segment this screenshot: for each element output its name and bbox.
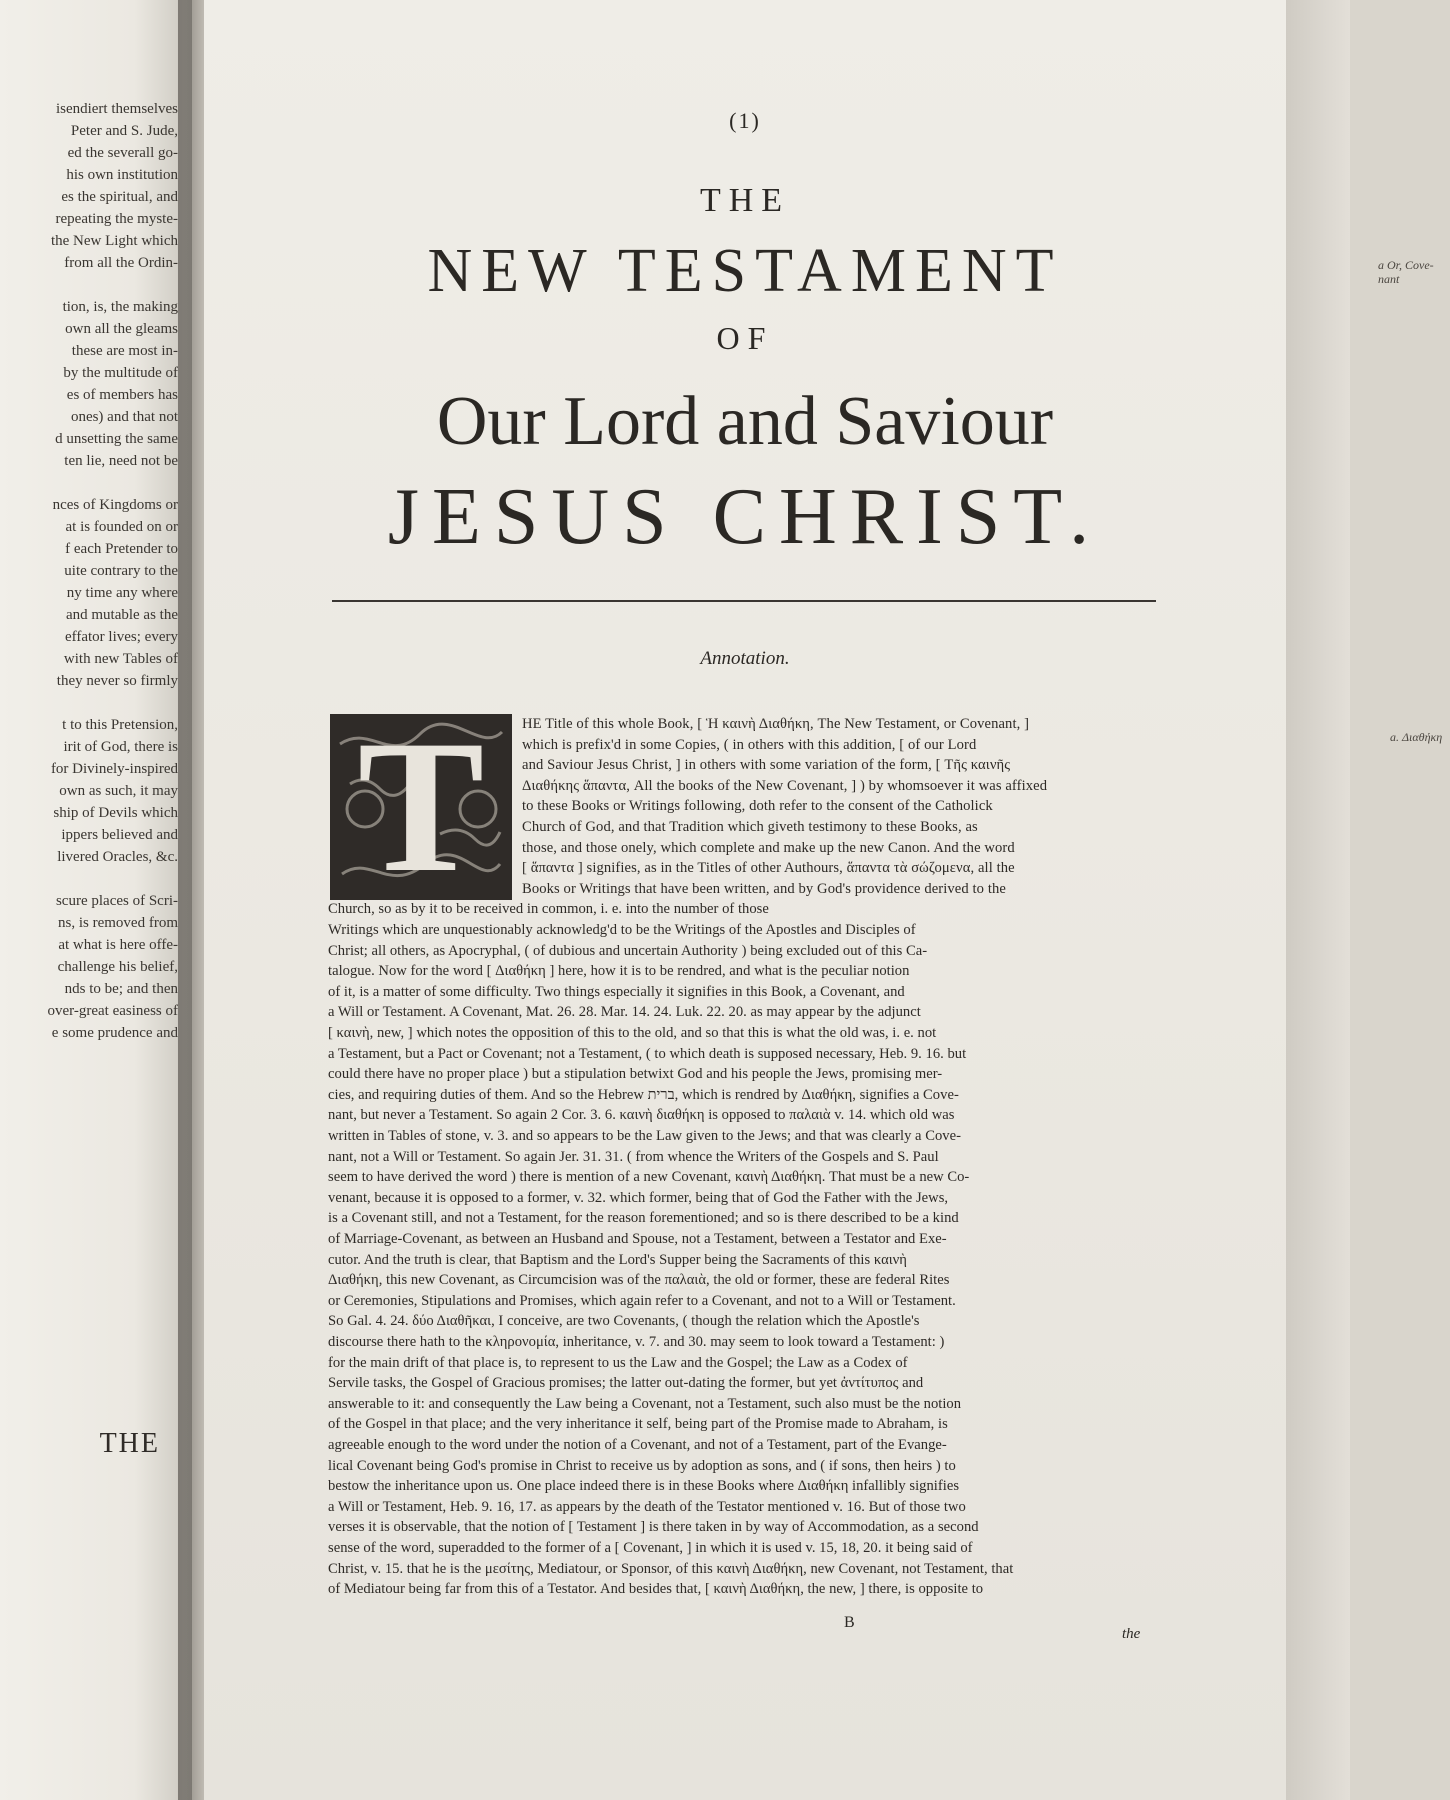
body-line: a Testament, but a Pact or Covenant; not a Testament, ( to which death is supposed necessary, Heb. 9. 16. but (328, 1045, 967, 1062)
body-line: could there have no proper place ) but a stipulation betwixt God and his people the Jews, promising mer- (328, 1066, 943, 1083)
body-line: for the main drift of that place is, to represent to us the Law and the Gospel; the Law as a Codex of (328, 1354, 908, 1371)
body-line: So Gal. 4. 24. δύο Διαθῆκαι, I conceive, are two Covenants, ( though the relation which the Apostle's (328, 1313, 920, 1330)
body-line: verses it is observable, that the notion of [ Testament ] is there taken in by way of Accommodation, as a second (328, 1519, 979, 1536)
body-line: Books or Writings that have been written, and by God's providence derived to the (522, 880, 1006, 897)
previous-page-line (0, 868, 186, 890)
previous-page-line: nces of Kingdoms or (52, 497, 178, 513)
previous-page-line: from all the Ordin- (64, 255, 178, 271)
body-line: to these Books or Writings following, doth refer to the consent of the Catholick (522, 798, 993, 815)
body-line: agreeable enough to the word under the notion of a Covenant, and not of a Testament, part of the Evange- (328, 1437, 947, 1453)
previous-page-line: and mutable as the (65, 607, 178, 623)
previous-page-line: with new Tables of (63, 651, 178, 667)
annotation-heading: Annotation. (700, 648, 790, 669)
previous-page-line (0, 472, 186, 494)
previous-page-line: repeating the myste- (55, 211, 178, 227)
body-line: which is prefix'd in some Copies, ( in others with this addition, [ of our Lord (522, 736, 977, 753)
body-line: answerable to it: and consequently the Law being a Covenant, not a Testament, such also must be the notion (328, 1395, 962, 1412)
initial-letter: T (357, 702, 485, 912)
previous-page-line: ny time any where (66, 585, 178, 601)
previous-page-line: at what is here offe- (58, 937, 178, 953)
body-line: of it, is a matter of some difficulty. Two things especially it signifies in this Book, a Covenant, and (328, 983, 905, 1000)
body-line: of Marriage-Covenant, as between an Husband and Spouse, not a Testament, between a Testator and Exe- (328, 1231, 947, 1247)
body-line: bestow the inheritance upon us. One place indeed there is in these Books where Διαθήκη infallibly signifies (328, 1478, 960, 1495)
previous-page-line: irit of God, there is (63, 739, 178, 755)
body-line: HE Title of this whole Book, [ Ἡ καινὴ Διαθήκη, The New Testament, or Covenant, ] (522, 716, 1030, 732)
body-line: nant, not a Will or Testament. So again Jer. 31. 31. ( from whence the Writers of the Gospels and S. Paul (328, 1148, 939, 1165)
previous-page-line: d unsetting the same (55, 431, 178, 447)
title-page (204, 0, 1443, 1800)
title-jesus-christ: JESUS CHRIST. (387, 473, 1103, 561)
previous-page-line: Peter and S. Jude, (70, 123, 178, 139)
body-line: lical Covenant being God's promise in Christ to receive us by adoption as sons, and ( if sons, then heirs ) to (328, 1457, 956, 1474)
previous-page-line: these are most in- (71, 343, 178, 359)
previous-page-line: t to this Pretension, (62, 717, 178, 733)
body-line: venant, because it is opposed to a former, v. 32. which former, being that of God the Father with the Jews, (328, 1189, 949, 1206)
body-line: of the Gospel in that place; and the very inheritance it self, being part of the Promise made to Abraham, is (328, 1416, 948, 1433)
previous-page-line: challenge his belief, (57, 959, 178, 975)
signature-mark: B (844, 1614, 855, 1631)
previous-page-line: at is founded on or (65, 519, 178, 535)
body-line: talogue. Now for the word [ Διαθήκη ] here, how it is to be rendred, and what is the peculiar notion (328, 963, 910, 980)
body-line: cies, and requiring duties of them. And so the Hebrew ברית, which is rendred by Διαθήκη, signifies a Cove- (328, 1086, 959, 1103)
previous-page-line: ns, is removed from (58, 915, 178, 931)
title-the: THE (699, 182, 791, 219)
previous-page-line: tion, is, the making (62, 299, 178, 315)
body-line: Christ; all others, as Apocryphal, ( of dubious and uncertain Authority ) being excluded out of this Ca- (328, 942, 928, 959)
body-line: Writings which are unquestionably acknowledg'd to be the Writings of the Apostles and Disciples of (328, 922, 916, 938)
body-line: or Ceremonies, Stipulations and Promises, which again refer to a Covenant, and not to a Will or Testament. (328, 1292, 956, 1309)
previous-page-line: for Divinely-inspired (50, 761, 178, 777)
body-line: nant, but never a Testament. So again 2 Cor. 3. 6. καινὴ διαθήκη is opposed to παλαιὰ v. 14. which old was (328, 1107, 955, 1124)
previous-page-line: ship of Devils which (53, 805, 178, 821)
previous-page-line: his own institution (66, 167, 178, 183)
previous-page-line: over-great easiness of (47, 1003, 178, 1019)
previous-page-line: they never so firmly (56, 673, 178, 689)
previous-page-line: effator lives; every (64, 629, 178, 645)
previous-page-line: es the spiritual, and (61, 189, 178, 205)
body-line: discourse there hath to the κληρονομία, inheritance, v. 7. and 30. may seem to look toward a Testament: ) (328, 1334, 945, 1350)
title-rule (332, 600, 1156, 602)
previous-page-line: own as such, it may (59, 783, 178, 799)
previous-page-text (0, 98, 186, 1044)
previous-page-line: own all the gleams (65, 321, 178, 337)
page-number: (1) (729, 108, 761, 133)
title-of: OF (716, 320, 774, 356)
previous-page-line: the New Light which (50, 233, 178, 249)
previous-page-line: ed the severall go- (67, 145, 178, 161)
previous-page-line: scure places of Scri- (55, 893, 178, 909)
margin-note-covenant: a Or, Cove-nant (1378, 258, 1434, 286)
title-our-lord: Our Lord and Saviour (436, 383, 1054, 460)
previous-page-line: ones) and that not (70, 409, 178, 425)
previous-page-line (0, 692, 186, 714)
body-line: of Mediatour being far from this of a Testator. And besides that, [ καινὴ Διαθήκη, the new, ] there, is opposite to (328, 1581, 984, 1598)
previous-page-line: ippers believed and (61, 827, 178, 843)
previous-page (0, 0, 192, 1800)
previous-page-line: nds to be; and then (64, 981, 178, 997)
body-line: cutor. And the truth is clear, that Baptism and the Lord's Supper being the Sacraments of this καινὴ (328, 1251, 907, 1268)
previous-page-line: isendiert themselves (55, 101, 178, 117)
body-line: a Will or Testament, Heb. 9. 16, 17. as appears by the death of the Testator mentioned v. 16. But of those two (328, 1498, 966, 1515)
ornamental-initial (330, 702, 512, 912)
body-line: [ καινὴ, new, ] which notes the opposition of this to the old, and so that this is what the old was, i. e. not (328, 1025, 937, 1041)
previous-page-line: by the multitude of (63, 365, 178, 381)
margin-note-diatheke: a. Διαθήκη (1390, 730, 1443, 744)
previous-page-line: uite contrary to the (64, 563, 178, 579)
previous-page-line (0, 274, 186, 296)
body-line: Διαθήκης ἅπαντα, All the books of the New Covenant, ] ) by whomsoever it was affixed (522, 777, 1048, 794)
body-line: those, and those onely, which complete and make up the new Canon. And the word (522, 839, 1015, 856)
body-line: sense of the word, superadded to the former of a [ Covenant, ] in which it is used v. 15, 18, 20. it being said of (328, 1540, 973, 1556)
previous-page-line: es of members has (66, 387, 178, 403)
previous-page-line: ten lie, need not be (64, 453, 178, 469)
previous-page-catchword: THE (99, 1428, 160, 1459)
previous-page-line: f each Pretender to (65, 541, 178, 557)
body-line: Church of God, and that Tradition which giveth testimony to these Books, as (522, 819, 978, 835)
catchword: the (1122, 1626, 1141, 1642)
body-line: and Saviour Jesus Christ, ] in others with some variation of the form, [ Τῆς καινῆς (522, 757, 1011, 774)
body-line: Servile tasks, the Gospel of Gracious promises; the latter out-dating the former, but yet ἀντίτυπος and (328, 1375, 924, 1392)
previous-page-line: e some prudence and (51, 1025, 178, 1041)
body-line: is a Covenant still, and not a Testament, for the reason forementioned; and so is there described to be a kind (328, 1210, 959, 1227)
previous-page-line: livered Oracles, &c. (57, 849, 178, 865)
body-line: a Will or Testament. A Covenant, Mat. 26. 28. Mar. 14. 24. Luk. 22. 20. as may appear by the adjunct (328, 1004, 921, 1021)
body-line: Christ, v. 15. that he is the μεσίτης, Mediatour, or Sponsor, of this καινὴ Διαθήκη, new Covenant, not Testament, that (328, 1560, 1014, 1577)
body-line: [ ἅπαντα ] signifies, as in the Titles of other Authours, ἅπαντα τὰ σώζομενα, all the (522, 860, 1015, 877)
body-line: written in Tables of stone, v. 3. and so appears to be the Law given to the Jews; and that was clearly a Cove- (328, 1128, 961, 1144)
title-new-testament: NEW TESTAMENT (427, 237, 1063, 305)
body-line: Church, so as by it to be received in common, i. e. into the number of those (328, 901, 769, 918)
body-line: seem to have derived the word ) there is mention of a new Covenant, καινὴ Διαθήκη. That must be a new Co- (328, 1169, 970, 1186)
body-line: Διαθήκη, this new Covenant, as Circumcision was of the παλαιὰ, the old or former, these are federal Rites (328, 1272, 950, 1289)
next-page-edge (1286, 0, 1350, 1800)
